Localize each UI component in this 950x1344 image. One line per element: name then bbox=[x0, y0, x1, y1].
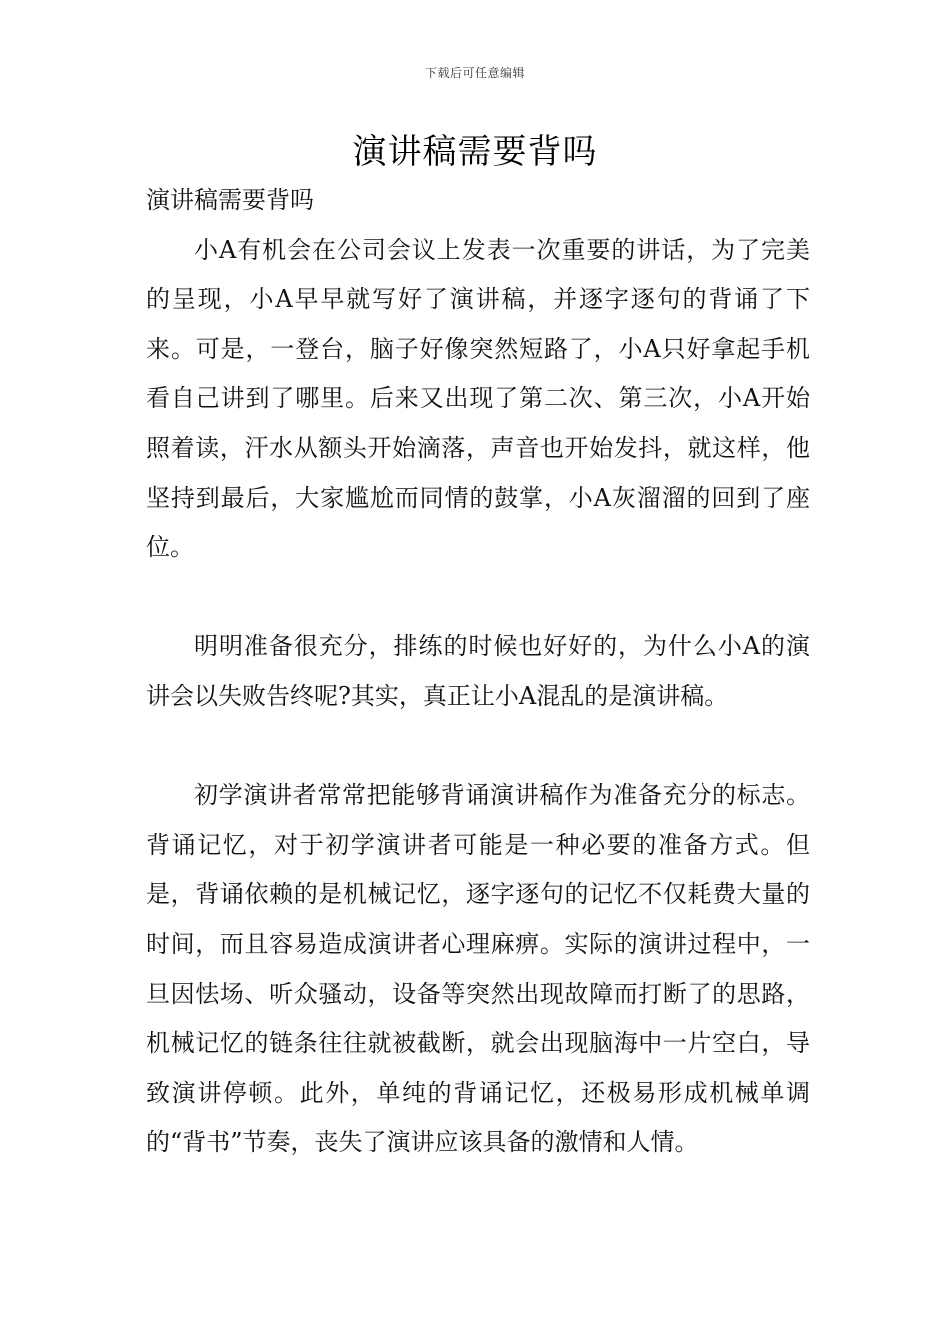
paragraph-spacer bbox=[146, 573, 810, 623]
paragraph-3: 初学演讲者常常把能够背诵演讲稿作为准备充分的标志。背诵记忆，对于初学演讲者可能是一种必要的准备方式。但是，背诵依赖的是机械记忆，逐字逐句的记忆不仅耗费大量的时间，而且容易造成演讲者心理麻痹。实际的演讲过程中，一旦因怯场、听众骚动，设备等突然出现故障而打断了的思路，机械记忆的链条往往就被截断，就会出现脑海中一片空白，导致演讲停顿。此外，单纯的背诵记忆，还极易形成机械单调的“背书”节奏，丧失了演讲应该具备的激情和人情。 bbox=[146, 781, 810, 1157]
paragraph-spacer bbox=[146, 722, 810, 772]
document-body bbox=[146, 176, 810, 1168]
paragraph-2: 明明准备很充分，排练的时候也好好的，为什么小A的演讲会以失败告终呢?其实，真正让小A混乱的是演讲稿。 bbox=[146, 632, 810, 710]
document-subtitle: 演讲稿需要背吗 bbox=[146, 186, 314, 214]
header-note: 下载后可任意编辑 bbox=[424, 66, 525, 80]
paragraph-1: 小A有机会在公司会议上发表一次重要的讲话，为了完美的呈现，小A早早就写好了演讲稿，并逐字逐句的背诵了下来。可是，一登台，脑子好像突然短路了，小A只好拿起手机看自己讲到了哪里。后来又出现了第二次、第三次，小A开始照着读，汗水从额头开始滴落，声音也开始发抖，就这样，他坚持到最后，大家尴尬而同情的鼓掌，小A灰溜溜的回到了座位。 bbox=[146, 235, 810, 562]
document-title: 演讲稿需要背吗 bbox=[352, 132, 598, 172]
